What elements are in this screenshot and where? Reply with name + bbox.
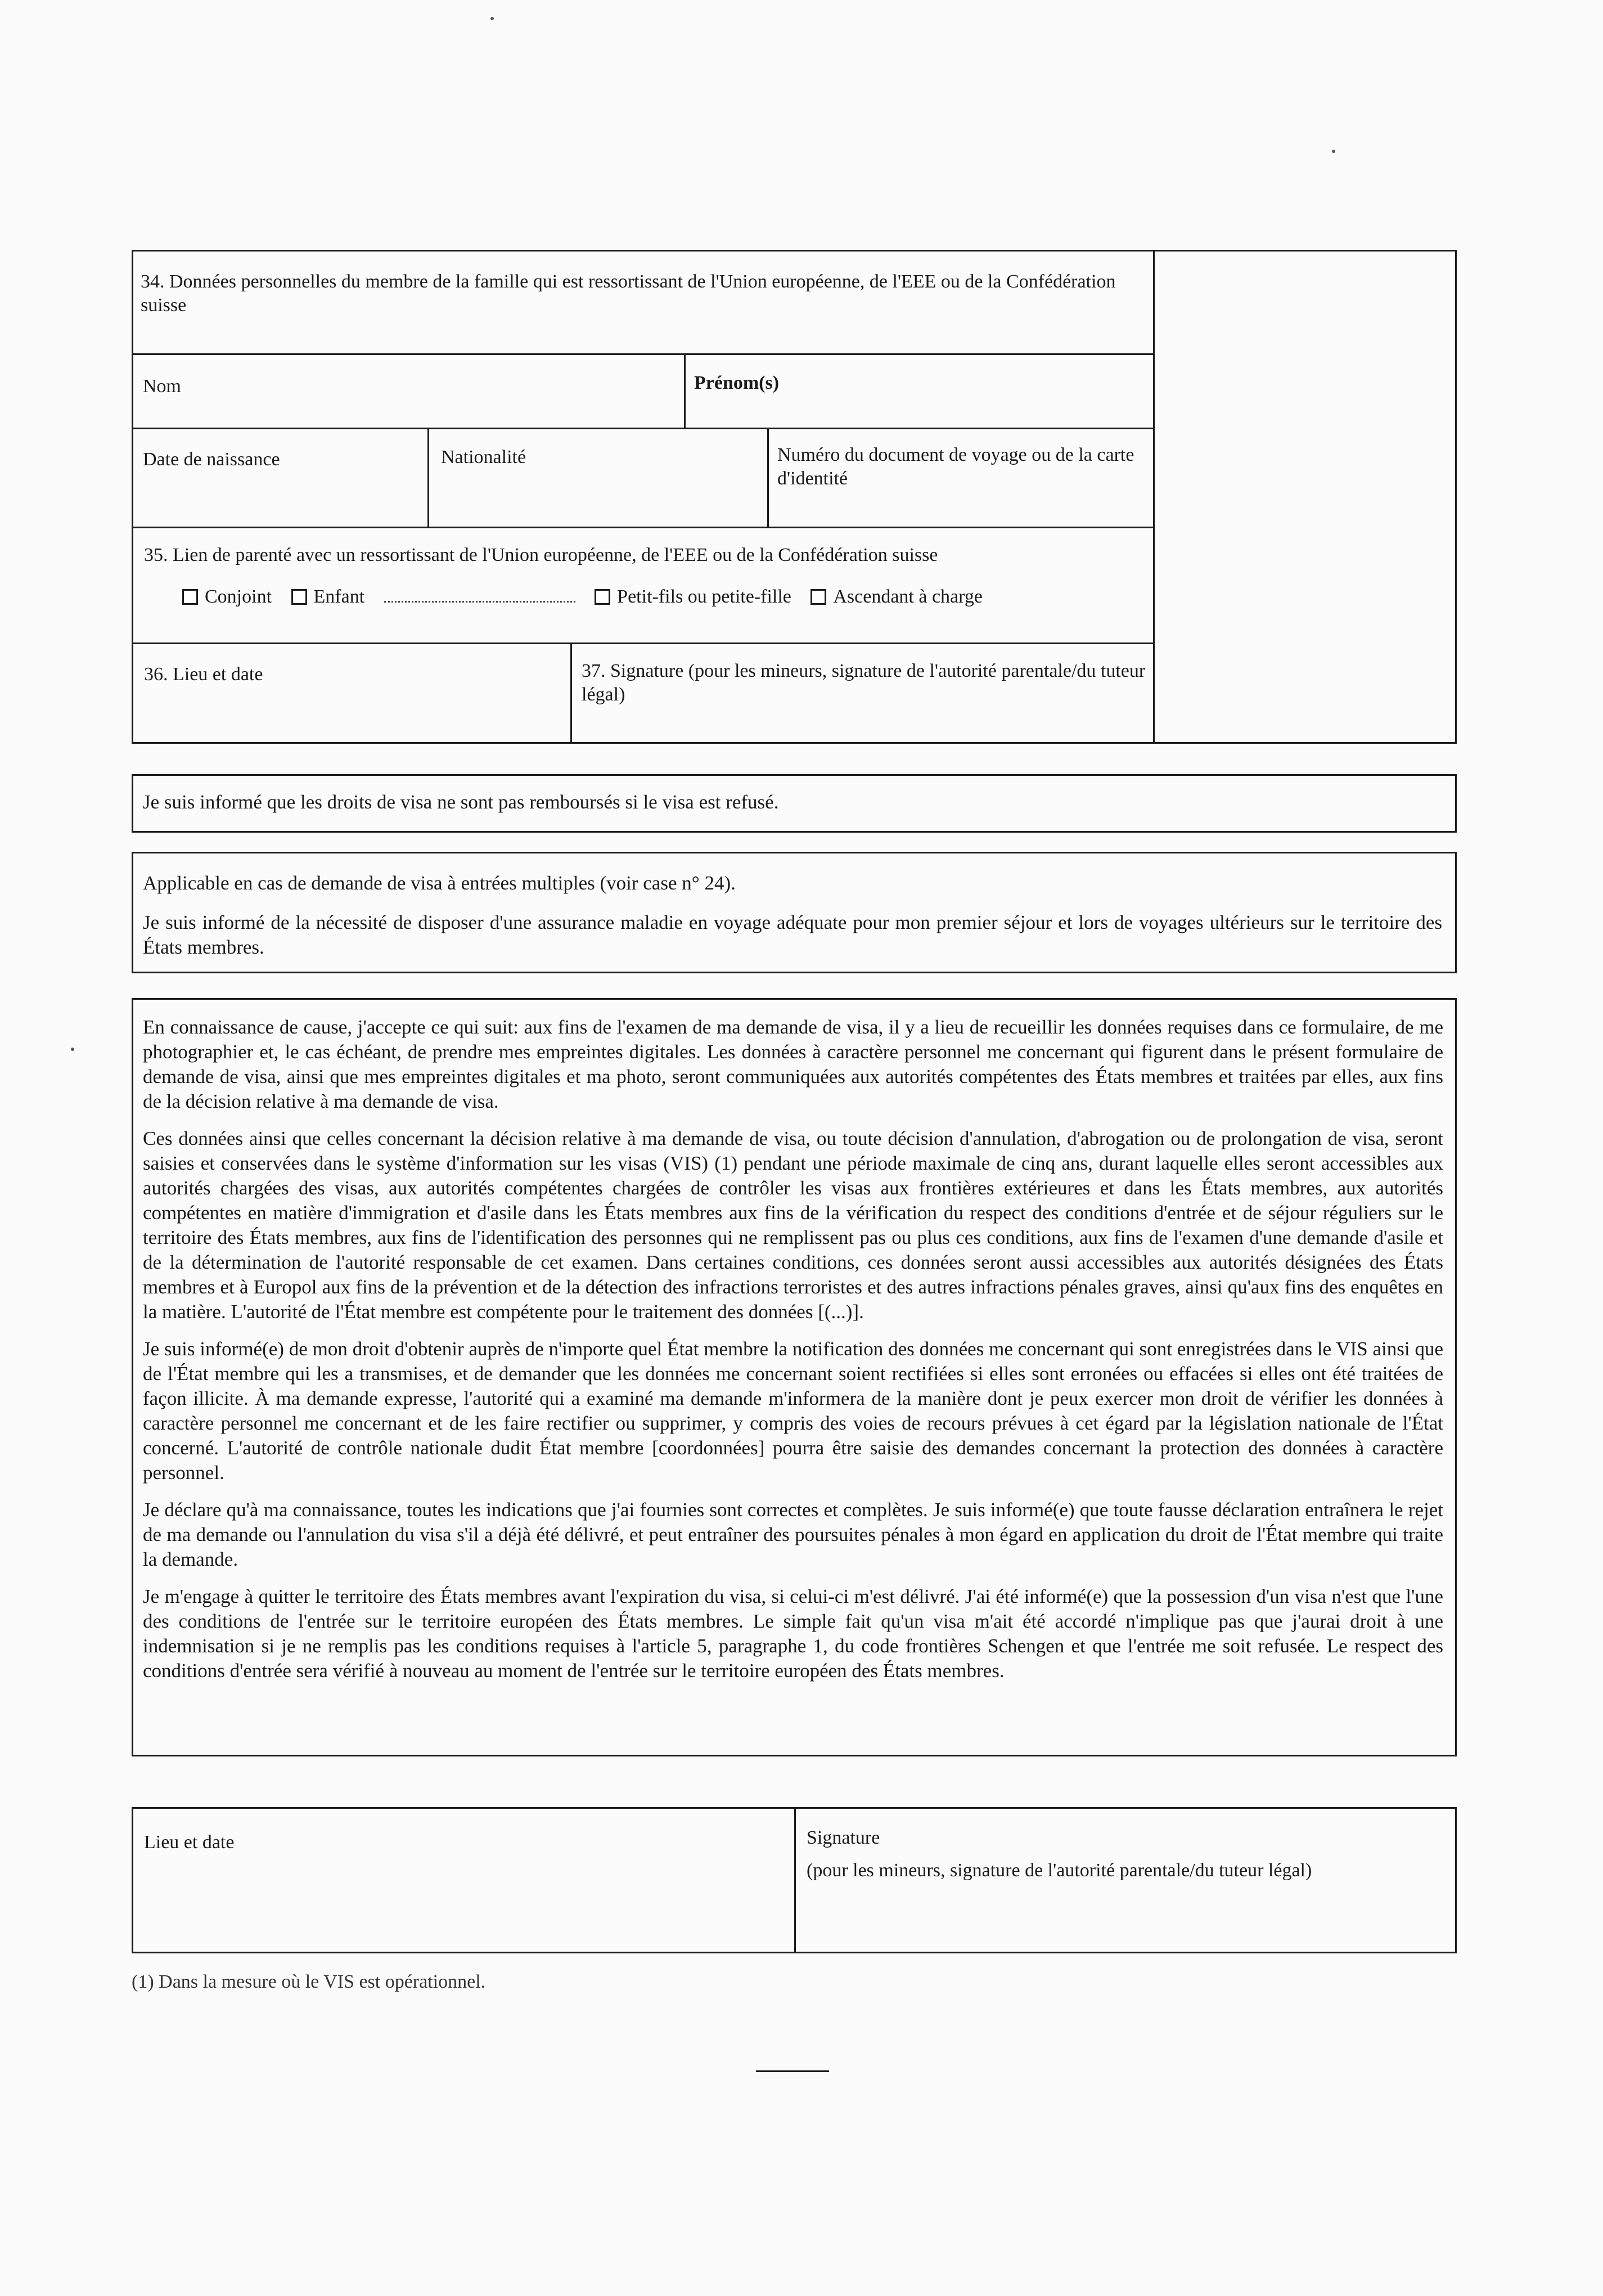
consent-paragraph-4: Je déclare qu'à ma connaissance, toutes les indications que j'ai fournies sont correctes et complètes. Je suis informé(e) que toute fausse déclaration entraînera le rejet de ma demande ou l'annulation du visa s'il a déjà été délivré, et peut entraîner des poursuites pénales à mon égard en application du droit de l'État membre qui traite la demande. [143,1499,1443,1570]
fees-notice: Je suis informé que les droits de visa ne sont pas remboursés si le visa est refusé. [143,791,779,813]
bottom-signature-area[interactable] [796,1890,1455,1951]
enfant-checkbox[interactable] [291,589,307,605]
date-naissance-field[interactable]: Date de naissance [143,449,280,470]
consent-paragraph-2: Ces données ainsi que celles concernant la décision relative à ma demande de visa, ou toute décision d'annulation, d'abrogation ou de prolongation de visa, seront saisies et conservées dans le système d'information sur les visas (VIS) (1) pendant une période maximale de cinq ans, durant laquelle elles seront accessibles aux autorités chargées des visas, aux autorités compétentes chargées de contrôler les visas aux frontières extérieures et dans les États membres, aux autorités compétentes en matière d'immigration et d'asile dans les États membres aux fins de la vérification du respect des conditions d'entrée et de séjour réguliers sur le territoire des États membres, aux fins de l'identification des personnes qui ne remplissent pas ou plus ces conditions, aux fins de l'examen d'une demande d'asile et de la détermination de l'autorité responsable de cet examen. Dans certaines conditions, ces données seront aussi accessibles aux autorités désignées des États membres et à Europol aux fins de la prévention et de la détection des infractions terroristes et des autres infractions pénales graves, ainsi qu'aux fins des enquêtes en la matière. L'autorité de l'État membre est compétente pour le traitement des données [(...)]. [143,1127,1443,1323]
scan-speck [1332,150,1335,153]
footnote: (1) Dans la mesure où le VIS est opérationnel. [132,1971,486,1992]
enfant-detail-line[interactable] [384,585,575,603]
multiple-entry-text: Je suis informé de la nécessité de disposer d'une assurance maladie en voyage adéquate pour mon premier séjour et lors de voyages ultérieurs sur le territoire des États membres. [143,911,1442,958]
relationship-options [182,585,1150,609]
conjoint-label: Conjoint [205,586,272,607]
section-35-title: 35. Lien de parenté avec un ressortissant de l'Union européenne, de l'EEE ou de la Confédération suisse [144,545,938,565]
bottom-signature-label: Signature [807,1827,880,1848]
consent-paragraph-1: En connaissance de cause, j'accepte ce qui suit: aux fins de l'examen de ma demande de visa, il y a lieu de recueillir les données requises dans ce formulaire, de me photographier et, le cas échéant, de prendre mes empreintes digitales. Les données à caractère personnel me concernant qui figurent dans le présent formulaire de demande de visa, ainsi que mes empreintes digitales et ma photo, seront communiquées aux autorités compétentes des États membres et traitées par elles, aux fins de la décision relative à ma demande de visa. [143,1016,1443,1112]
nationalite-field[interactable]: Nationalité [441,447,526,468]
consent-text [143,1015,1443,1696]
petit-fils-checkbox[interactable] [595,589,610,605]
bottom-signature-note: (pour les mineurs, signature de l'autorité parentale/du tuteur légal) [807,1860,1312,1881]
consent-paragraph-5: Je m'engage à quitter le territoire des États membres avant l'expiration du visa, si celui-ci m'est délivré. J'ai été informé(e) que la possession d'un visa n'est que l'une des conditions de l'entrée sur le territoire européen des États membres. Le simple fait qu'un visa m'ait été accordé n'implique pas que j'aurai droit à une indemnisation si je ne remplis pas les conditions requises à l'article 5, paragraphe 1, du code frontières Schengen et que l'entrée me soit refusée. Le respect des conditions d'entrée sera vérifié à nouveau au moment de l'entrée sur le territoire européen des États membres. [143,1585,1443,1682]
conjoint-checkbox[interactable] [182,589,198,605]
prenom-field[interactable]: Prénom(s) [694,372,780,393]
scan-speck [490,17,494,20]
ascendant-label: Ascendant à charge [833,586,983,607]
page-end-dash [756,2070,829,2072]
nom-field[interactable]: Nom [143,376,181,397]
lieu-date-field[interactable]: 36. Lieu et date [144,664,263,685]
bottom-lieu-date-field[interactable]: Lieu et date [144,1832,235,1853]
numero-document-field[interactable]: Numéro du document de voyage ou de la carte d'identité [777,444,1134,489]
photo-column-divider [1153,250,1155,744]
signature-field[interactable]: 37. Signature (pour les mineurs, signature de l'autorité parentale/du tuteur légal) [582,661,1146,705]
consent-paragraph-3: Je suis informé(e) de mon droit d'obtenir auprès de n'importe quel État membre la notification des données me concernant qui sont enregistrées dans le VIS ainsi que de l'État membre qui les a transmises, et de demander que les données me concernant soient rectifiées si elles sont erronées ou effacées si elles ont été traitées de façon illicite. À ma demande expresse, l'autorité qui a examiné ma demande m'informera de la manière dont je peux exercer mon droit de vérifier les données à caractère personnel me concernant et de les faire rectifier ou supprimer, y compris des voies de recours prévues à cet égard par la législation nationale de l'État concerné. L'autorité de contrôle nationale dudit État membre [coordonnées] pourra être saisie des demandes concernant la protection des données à caractère personnel. [143,1338,1443,1484]
scan-speck [71,1048,74,1051]
multiple-entry-title: Applicable en cas de demande de visa à entrées multiples (voir case n° 24). [143,872,736,894]
petit-fils-label: Petit-fils ou petite-fille [617,586,791,607]
section-34-title: 34. Données personnelles du membre de la famille qui est ressortissant de l'Union européenne, de l'EEE ou de la Confédération suisse [141,271,1116,316]
enfant-label: Enfant [313,586,365,607]
ascendant-checkbox[interactable] [810,589,826,605]
